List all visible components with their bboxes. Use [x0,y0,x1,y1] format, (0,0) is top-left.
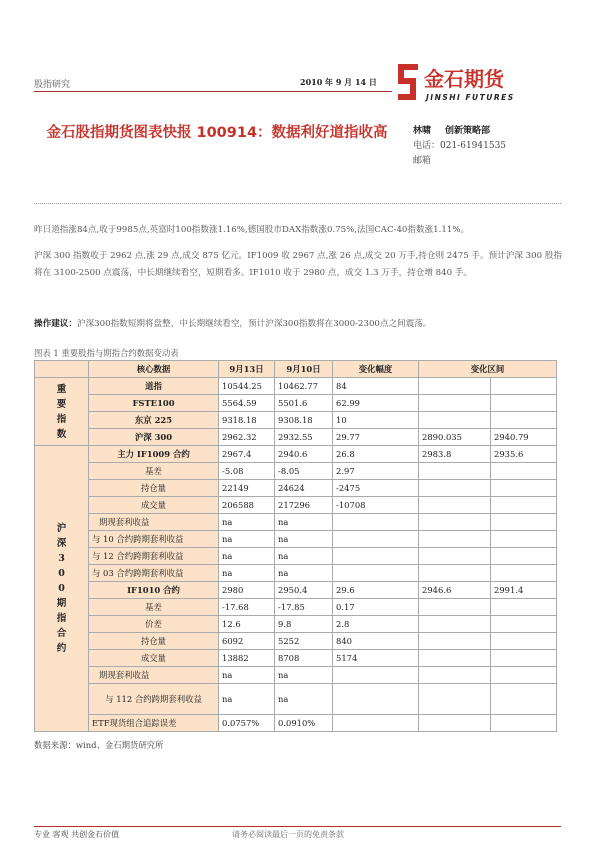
header-date1: 9月13日 [219,361,275,378]
value-sep10: 10462.77 [275,378,333,395]
row-label: 与 12 合约跨期套利收益 [89,548,219,565]
value-sep13: na [219,565,275,582]
row-label: FSTE100 [89,395,219,412]
value-sep13: na [219,684,275,715]
row-label: ETF现货组合追踪误差 [89,715,219,732]
value-sep10: na [275,684,333,715]
report-date: 2010 年 9 月 14 日 [300,77,377,87]
table-row [35,378,557,395]
range-high: 2940.79 [491,429,557,446]
table-row [35,531,557,548]
table-row [35,429,557,446]
footer-disclaimer: 请务必阅读最后一页的免责条款 [232,830,344,839]
range-high [491,497,557,514]
table-row [35,412,557,429]
value-sep10: -17.85 [275,599,333,616]
value-sep13: 206588 [219,497,275,514]
value-change [333,715,419,732]
range-low [419,599,491,616]
range-low: 2946.6 [419,582,491,599]
range-high: 2935.6 [491,446,557,463]
group-major-indices [35,378,89,446]
range-low [419,497,491,514]
value-sep13: 13882 [219,650,275,667]
range-low [419,480,491,497]
value-sep13: -5.08 [219,463,275,480]
row-label: 与 10 合约跨期套利收益 [89,531,219,548]
header-blank [35,361,89,378]
value-sep13: 6092 [219,633,275,650]
table-row [35,463,557,480]
range-high [491,650,557,667]
value-change [333,684,419,715]
value-sep10: 217296 [275,497,333,514]
range-high [491,565,557,582]
table-row [35,497,557,514]
row-label: 沪深 300 [89,429,219,446]
row-label: IF1010 合约 [89,582,219,599]
paragraph-domestic: 沪深 300 指数收于 2962 点,涨 29 点,成交 875 亿元。IF1009 收 2967 点,涨 26 点,成交 20 万手,持仓则 2475 手。预计沪深 300 股指将在 3100-2500 点震荡，中长期继续看空，短期看多。IF1010 收于 2980 点，成交 1.3 万手，持仓增 840 手。 [34,251,563,278]
group-csi300-futures-label: 沪深300期指合约 [56,523,67,654]
value-sep10: 2950.4 [275,582,333,599]
table-row [35,548,557,565]
row-label: 与 112 合约跨期套利收益 [89,684,219,715]
row-label: 与 03 合约跨期套利收益 [89,565,219,582]
value-sep10: na [275,667,333,684]
table-header-row [35,361,557,378]
value-sep10: 9.8 [275,616,333,633]
value-sep13: 12.6 [219,616,275,633]
table-row [35,446,557,463]
table-row [35,633,557,650]
group-csi300-futures [35,446,89,732]
email: 邮箱 [413,156,432,166]
value-change: 2.97 [333,463,419,480]
value-sep13: na [219,667,275,684]
value-change: -2475 [333,480,419,497]
row-label: 成交量 [89,497,219,514]
section-label: 股指研究 [34,80,71,90]
value-sep10: 9308.18 [275,412,333,429]
value-sep10: 0.0910% [275,715,333,732]
range-low [419,684,491,715]
range-high [491,599,557,616]
range-high [491,480,557,497]
range-high [491,633,557,650]
value-change: 10 [333,412,419,429]
table-row [35,616,557,633]
value-sep13: 2980 [219,582,275,599]
value-sep13: na [219,548,275,565]
value-sep13: 2967.4 [219,446,275,463]
group-major-indices-label: 重要指数 [56,383,67,440]
value-change: 29.6 [333,582,419,599]
advice-label: 操作建议： [34,319,77,329]
range-low [419,715,491,732]
value-sep13: -17.68 [219,599,275,616]
header-name: 核心数据 [89,361,219,378]
value-sep10: na [275,548,333,565]
value-change [333,531,419,548]
table-row [35,480,557,497]
row-label: 期现套利收益 [89,667,219,684]
range-high [491,463,557,480]
range-low [419,531,491,548]
report-title: 金石股指期货图表快报 100914：数据利好道指收高 [46,125,388,141]
value-change: 0.17 [333,599,419,616]
range-low [419,565,491,582]
value-sep10: 5252 [275,633,333,650]
range-high [491,514,557,531]
value-change [333,565,419,582]
value-change: 62.99 [333,395,419,412]
paragraph-advice [34,316,562,333]
value-sep10: 2940.6 [275,446,333,463]
data-table [34,360,557,732]
value-sep10: na [275,565,333,582]
row-label: 主力 IF1009 合约 [89,446,219,463]
data-source: 数据来源：wind、金石期货研究所 [34,740,164,750]
value-sep13: 0.0757% [219,715,275,732]
row-label: 基差 [89,599,219,616]
table-row [35,650,557,667]
value-change: 84 [333,378,419,395]
header-date2: 9月10日 [275,361,333,378]
phone: 电话：021-61941535 [413,141,507,151]
value-change: 29.77 [333,429,419,446]
range-low: 2890.035 [419,429,491,446]
header-range: 变化区间 [419,361,557,378]
header-change: 变化幅度 [333,361,419,378]
table-row [35,395,557,412]
range-high [491,616,557,633]
value-change [333,667,419,684]
value-sep10: 5501.6 [275,395,333,412]
range-low [419,548,491,565]
logo-en-text: JINSHI FUTURES [426,93,515,102]
row-label: 持仓量 [89,480,219,497]
department: 创新策略部 [445,126,491,136]
logo-cn-text: 金石期货 [424,67,504,91]
range-low [419,395,491,412]
range-low [419,463,491,480]
value-sep10: 2932.55 [275,429,333,446]
value-change: 2.8 [333,616,419,633]
author-name: 林啸 [413,126,432,136]
value-change: 5174 [333,650,419,667]
row-label: 基差 [89,463,219,480]
table-row [35,565,557,582]
row-label: 持仓量 [89,633,219,650]
range-high [491,531,557,548]
range-low [419,650,491,667]
range-low [419,378,491,395]
range-low: 2983.8 [419,446,491,463]
value-sep10: na [275,514,333,531]
logo-mark-icon [396,60,546,104]
value-change [333,548,419,565]
value-sep10: 24624 [275,480,333,497]
value-sep10: 8708 [275,650,333,667]
range-high [491,412,557,429]
table-row [35,684,557,715]
footer-slogan: 专业 客观 共创金石价值 [34,830,120,839]
row-label: 成交量 [89,650,219,667]
value-sep13: 2962.32 [219,429,275,446]
table-caption: 图表 1 重要股指与期指合约数据变动表 [34,348,179,358]
row-label: 价差 [89,616,219,633]
section-divider [34,203,561,204]
value-sep13: 5564.59 [219,395,275,412]
range-high [491,395,557,412]
range-low [419,633,491,650]
range-low [419,667,491,684]
value-sep13: 9318.18 [219,412,275,429]
value-sep13: 10544.25 [219,378,275,395]
value-change [333,514,419,531]
footer-divider [34,826,561,827]
row-label: 东京 225 [89,412,219,429]
row-label: 期现套利收益 [89,514,219,531]
range-high [491,684,557,715]
table-row [35,715,557,732]
advice-text: 沪深300指数短期将盘整，中长期继续看空，预计沪深300指数将在3000-2300点之间震荡。 [76,319,432,329]
range-high [491,715,557,732]
value-sep13: 22149 [219,480,275,497]
value-change: -10708 [333,497,419,514]
value-sep10: na [275,531,333,548]
value-change: 26.8 [333,446,419,463]
range-high: 2991.4 [491,582,557,599]
value-sep13: na [219,531,275,548]
table-row [35,599,557,616]
table-row [35,582,557,599]
row-label: 道指 [89,378,219,395]
header-divider [34,91,392,92]
range-high [491,548,557,565]
value-sep13: na [219,514,275,531]
range-low [419,514,491,531]
value-sep10: -8.05 [275,463,333,480]
range-high [491,378,557,395]
range-low [419,412,491,429]
company-logo [396,60,546,104]
table-row [35,514,557,531]
range-high [491,667,557,684]
value-change: 840 [333,633,419,650]
range-low [419,616,491,633]
table-row [35,667,557,684]
paragraph-overseas: 昨日道指涨84点,收于9985点,英富时100指数涨1.16%,德国股市DAX指数涨0.75%,法国CAC-40指数涨1.11%。 [34,225,470,235]
